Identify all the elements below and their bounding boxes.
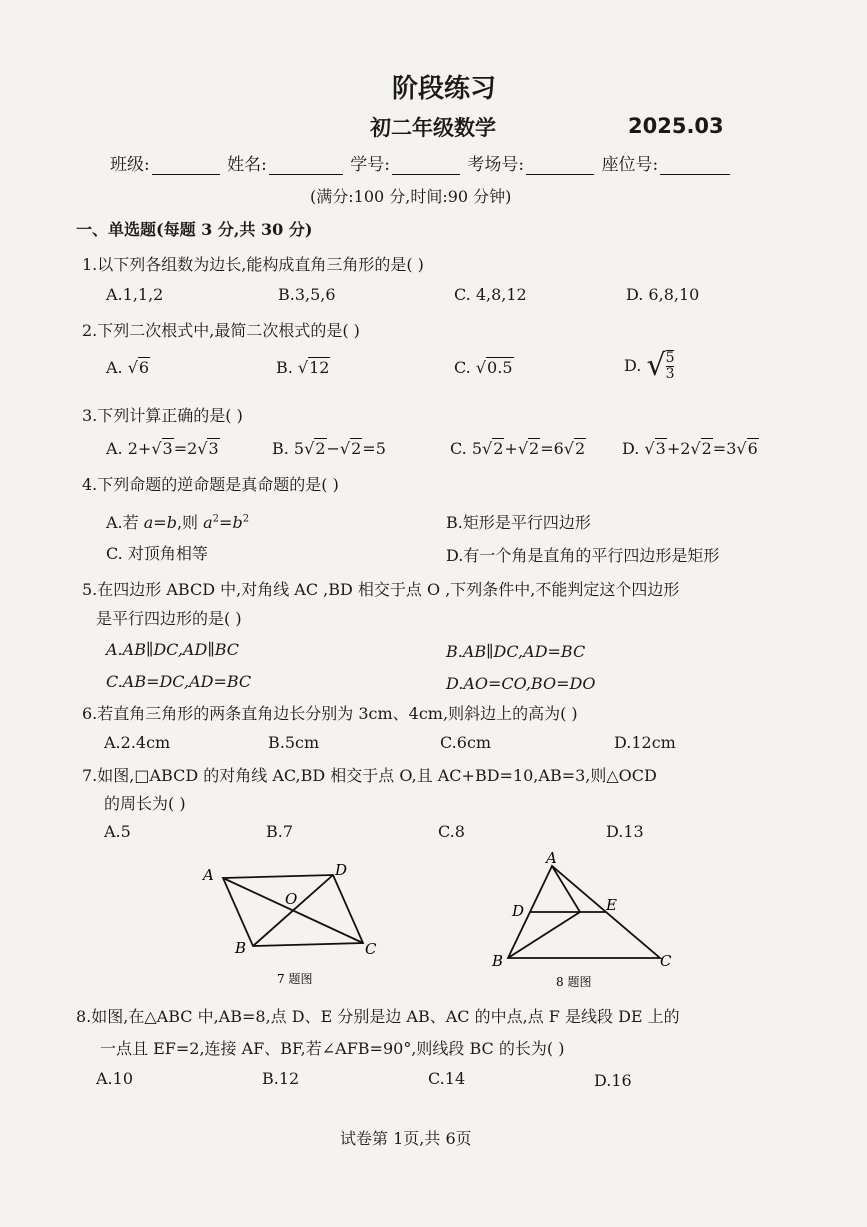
question-7-stem-line2: 的周长为( )	[104, 794, 186, 813]
q2-d-numerator: 5	[665, 349, 675, 366]
q2-d-label: D.	[624, 356, 642, 375]
q6-option-b: B.5cm	[268, 733, 320, 752]
question-4-stem: 4.下列命题的逆命题是真命题的是( )	[82, 475, 339, 494]
q2-d-fraction	[666, 350, 675, 382]
seat-label: 座位号:	[601, 155, 659, 175]
q3-a-label: A.	[106, 439, 123, 458]
q4-option-c: C. 对顶角相等	[106, 544, 208, 563]
q5-option-d: D.AO=CO,BO=DO	[446, 674, 596, 693]
question-8-stem-line1: 8.如图,在△ABC 中,AB=8,点 D、E 分别是边 AB、AC 的中点,点 F 是线段 DE 上的	[76, 1007, 680, 1026]
q8-option-b: B.12	[262, 1069, 300, 1088]
q6-option-c: C.6cm	[440, 733, 492, 752]
fig8-label-e: E	[606, 896, 617, 914]
q4-option-a: A.若 a=b,则 $a^2=b^2$	[106, 513, 250, 532]
fig7-label-o: O	[285, 890, 298, 908]
q2-option-a: A. √6	[106, 358, 150, 377]
question-2-stem: 2.下列二次根式中,最简二次根式的是( )	[82, 321, 360, 340]
q3-option-d: D. √3+2√2=3√6	[622, 439, 758, 458]
question-1-stem: 1.以下列各组数为边长,能构成直角三角形的是( )	[82, 255, 424, 274]
score-note: (满分:100 分,时间:90 分钟)	[310, 187, 512, 206]
q6-option-a: A.2.4cm	[104, 733, 171, 752]
fig8-label-d: D	[512, 902, 525, 920]
q3-option-a: A. 2+√3=2√3	[106, 439, 219, 458]
class-label: 班级:	[110, 155, 150, 175]
question-3-stem: 3.下列计算正确的是( )	[82, 406, 243, 425]
q5-option-c: C.AB=DC,AD=BC	[106, 672, 252, 691]
fig7-label-d: D	[335, 861, 348, 879]
q2-c-radicand: 0.5	[487, 358, 513, 377]
name-blank[interactable]	[269, 156, 343, 175]
page-subtitle: 初二年级数学	[370, 116, 496, 140]
q2-b-label: B.	[276, 358, 293, 377]
question-5-stem-line2: 是平行四边形的是( )	[96, 609, 242, 628]
q1-option-b: B.3,5,6	[278, 285, 336, 304]
page-footer: 试卷第 1页,共 6页	[340, 1129, 472, 1148]
fig8-label-a: A	[546, 849, 557, 867]
question-5-stem-line1: 5.在四边形 ABCD 中,对角线 AC ,BD 相交于点 O ,下列条件中,不能判定这个四边形	[82, 580, 680, 599]
question-8-stem-line2: 一点且 EF=2,连接 AF、BF,若∠AFB=90°,则线段 BC 的长为( )	[100, 1039, 565, 1058]
exam-room-label: 考场号:	[467, 155, 525, 175]
q5-option-b: B.AB∥DC,AD=BC	[446, 642, 586, 661]
fig8-caption: 8 题图	[556, 975, 592, 989]
q5-option-a: A.AB∥DC,AD∥BC	[106, 640, 239, 659]
q2-option-b: B. √12	[276, 358, 330, 377]
q8-option-d: D.16	[594, 1071, 632, 1090]
fig7-label-b: B	[235, 939, 247, 957]
fig7-label-c: C	[365, 940, 377, 958]
q7-option-d: D.13	[606, 822, 644, 841]
q1-option-c: C. 4,8,12	[454, 285, 527, 304]
question-6-stem: 6.若直角三角形的两条直角边长分别为 3cm、4cm,则斜边上的高为( )	[82, 704, 578, 723]
section-heading: 一、单选题(每题 3 分,共 30 分)	[76, 220, 313, 239]
exam-room-blank[interactable]	[526, 156, 594, 175]
q6-option-d: D.12cm	[614, 733, 676, 752]
q2-a-label: A.	[106, 358, 123, 377]
question-7-stem-line1: 7.如图,□ABCD 的对角线 AC,BD 相交于点 O,且 AC+BD=10,AB=3,则△OCD	[82, 766, 657, 785]
student-id-label: 学号:	[350, 155, 391, 175]
figure-8-triangle	[488, 848, 688, 993]
fig8-label-b: B	[492, 952, 504, 970]
q3-option-c: C. 5√2+√2=6√2	[450, 439, 586, 458]
q2-option-d: D. √ $\frac{5}{3}$	[624, 348, 675, 383]
q2-c-label: C.	[454, 358, 471, 377]
q2-b-radicand: 12	[309, 358, 330, 377]
q1-option-d: D. 6,8,10	[626, 285, 700, 304]
q3-c-label: C.	[450, 439, 467, 458]
name-label: 姓名:	[227, 155, 267, 175]
q4-option-d: D.有一个角是直角的平行四边形是矩形	[446, 546, 720, 565]
class-blank[interactable]	[152, 156, 220, 175]
q4-option-b: B.矩形是平行四边形	[446, 513, 591, 532]
q4-a-prefix: A.若	[106, 513, 139, 532]
fig7-caption: 7 题图	[277, 972, 313, 986]
q8-option-c: C.14	[428, 1069, 466, 1088]
q7-option-b: B.7	[266, 822, 294, 841]
q7-option-c: C.8	[438, 822, 465, 841]
seat-blank[interactable]	[660, 156, 730, 175]
q4-a-mid: ,则	[176, 513, 199, 532]
q3-b-label: B.	[272, 439, 289, 458]
q3-option-b: B. 5√2−√2=5	[272, 439, 386, 458]
q3-d-label: D.	[622, 439, 640, 458]
q2-d-denominator: 3	[665, 365, 675, 382]
q8-option-a: A.10	[96, 1069, 133, 1088]
q2-option-c: C. √0.5	[454, 358, 513, 377]
fig7-label-a: A	[203, 866, 214, 884]
student-info-row	[110, 150, 732, 175]
q7-option-a: A.5	[104, 822, 131, 841]
q2-a-radicand: 6	[138, 358, 150, 377]
exam-date: 2025.03	[628, 114, 724, 138]
fig8-label-c: C	[660, 952, 672, 970]
q1-option-a: A.1,1,2	[106, 285, 164, 304]
page-title: 阶段练习	[392, 74, 497, 104]
student-id-blank[interactable]	[392, 156, 460, 175]
figure-7-parallelogram	[195, 855, 395, 990]
